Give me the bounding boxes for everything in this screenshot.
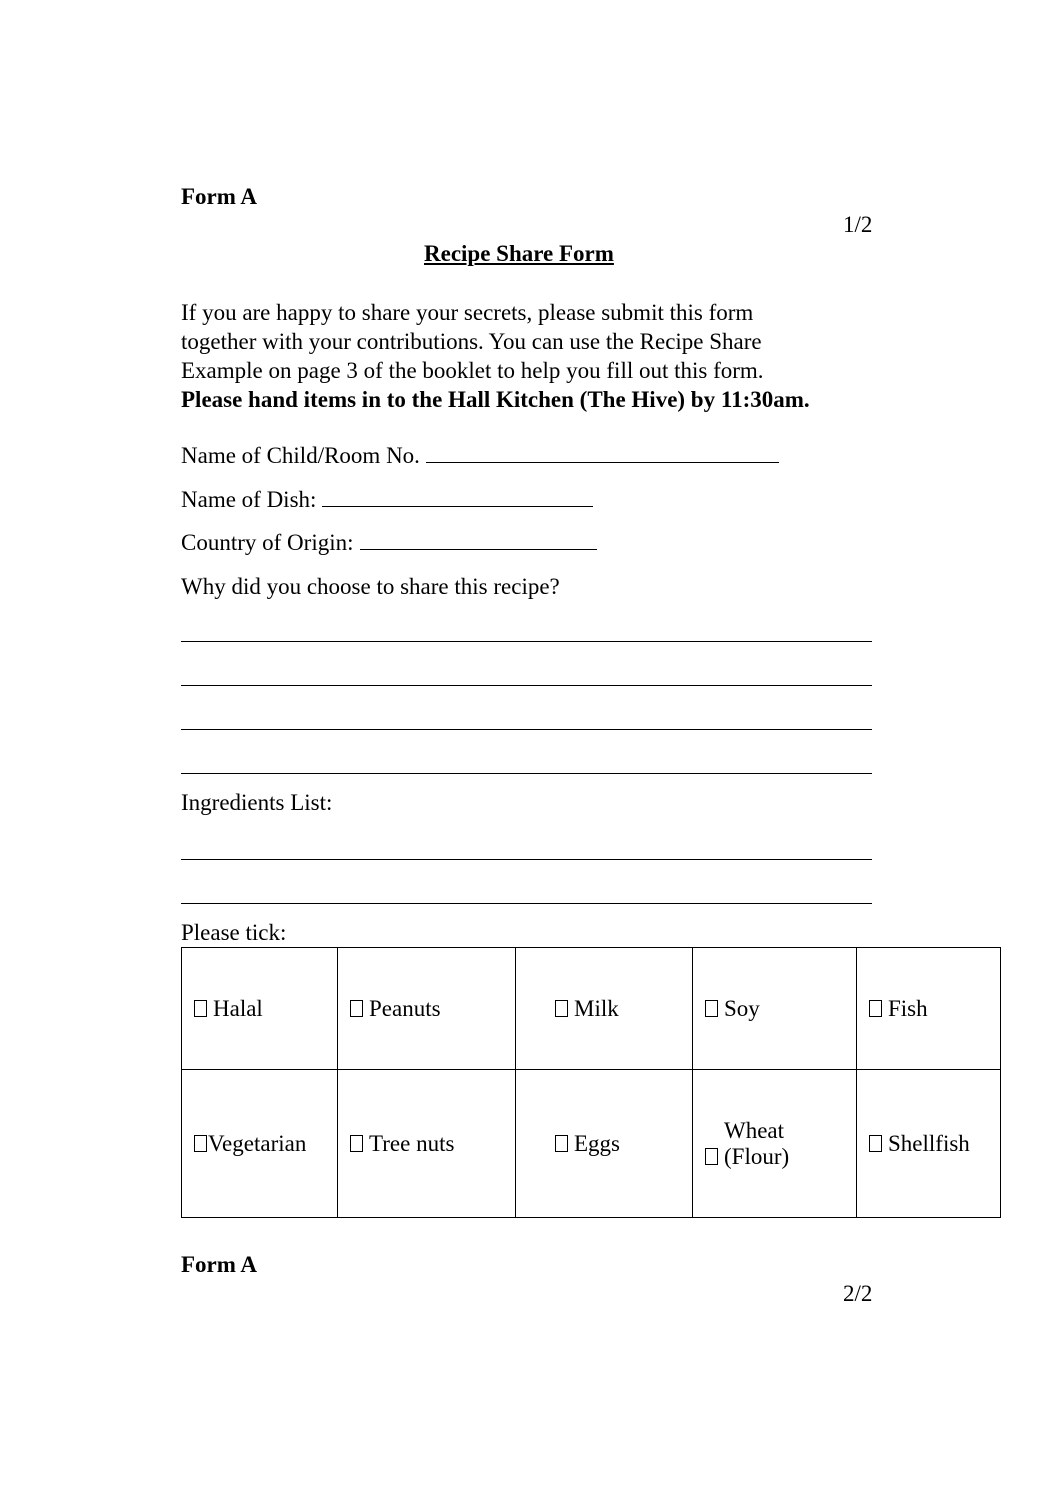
- form-label-page2: Form A: [181, 1252, 258, 1277]
- why-answer-line[interactable]: [181, 641, 872, 642]
- checkbox-icon[interactable]: [705, 1148, 718, 1165]
- checkbox-icon[interactable]: [350, 1000, 363, 1017]
- option-label: Peanuts: [369, 995, 441, 1021]
- child-room-field: [181, 443, 779, 469]
- tick-row: [182, 948, 1001, 1070]
- option-label: Vegetarian: [208, 1130, 307, 1156]
- ingredients-line[interactable]: [181, 903, 872, 904]
- checkbox-icon[interactable]: [555, 1135, 568, 1152]
- intro-paragraph: [181, 298, 901, 414]
- why-answer-line[interactable]: [181, 685, 872, 686]
- option-label: Milk: [574, 995, 619, 1021]
- checkbox-icon[interactable]: [350, 1135, 363, 1152]
- checkbox-icon[interactable]: [869, 1135, 882, 1152]
- dish-label: Name of Dish:: [181, 487, 317, 512]
- tick-cell[interactable]: [338, 1070, 516, 1218]
- tick-cell[interactable]: [693, 1070, 857, 1218]
- tick-cell[interactable]: [516, 1070, 693, 1218]
- tick-cell[interactable]: [857, 948, 1001, 1070]
- ingredients-line[interactable]: [181, 859, 872, 860]
- tick-cell[interactable]: [182, 1070, 338, 1218]
- tick-row: [182, 1070, 1001, 1218]
- checkbox-icon[interactable]: [194, 1000, 207, 1017]
- country-label: Country of Origin:: [181, 530, 354, 555]
- intro-line: together with your contributions. You can use the Recipe Share: [181, 329, 762, 354]
- option-label: Tree nuts: [369, 1130, 455, 1156]
- why-answer-line[interactable]: [181, 773, 872, 774]
- intro-line: If you are happy to share your secrets, please submit this form: [181, 300, 754, 325]
- option-label: Eggs: [574, 1130, 620, 1156]
- child-room-input-line[interactable]: [426, 462, 779, 463]
- ingredients-label: Ingredients List:: [181, 790, 333, 815]
- dish-field: [181, 487, 593, 513]
- checkbox-icon[interactable]: [194, 1135, 207, 1152]
- country-field: [181, 530, 597, 556]
- option-label: Soy: [724, 995, 760, 1021]
- why-answer-line[interactable]: [181, 729, 872, 730]
- option-label: Wheat (Flour): [724, 1117, 790, 1169]
- checkbox-icon[interactable]: [555, 1000, 568, 1017]
- tick-cell[interactable]: [857, 1070, 1001, 1218]
- intro-line: Example on page 3 of the booklet to help you fill out this form.: [181, 358, 764, 383]
- dish-input-line[interactable]: [322, 506, 593, 507]
- checkbox-icon[interactable]: [869, 1000, 882, 1017]
- tick-cell[interactable]: [693, 948, 857, 1070]
- checkbox-icon[interactable]: [705, 1000, 718, 1017]
- tick-cell[interactable]: [338, 948, 516, 1070]
- page-number: 1/2: [843, 212, 873, 237]
- option-label: Halal: [213, 995, 263, 1021]
- form-label: Form A: [181, 184, 258, 209]
- deadline-notice: Please hand items in to the Hall Kitchen (The Hive) by 11:30am.: [181, 387, 810, 412]
- option-label: Fish: [888, 995, 928, 1021]
- option-label: Shellfish: [888, 1130, 970, 1156]
- tick-label: Please tick:: [181, 920, 287, 945]
- tick-cell[interactable]: [182, 948, 338, 1070]
- dietary-tick-table: [181, 947, 1001, 1218]
- country-input-line[interactable]: [360, 549, 597, 550]
- child-room-label: Name of Child/Room No.: [181, 443, 420, 468]
- tick-cell[interactable]: [516, 948, 693, 1070]
- why-question: Why did you choose to share this recipe?: [181, 574, 560, 599]
- form-title: Recipe Share Form: [424, 241, 614, 266]
- page-number-page2: 2/2: [843, 1281, 873, 1306]
